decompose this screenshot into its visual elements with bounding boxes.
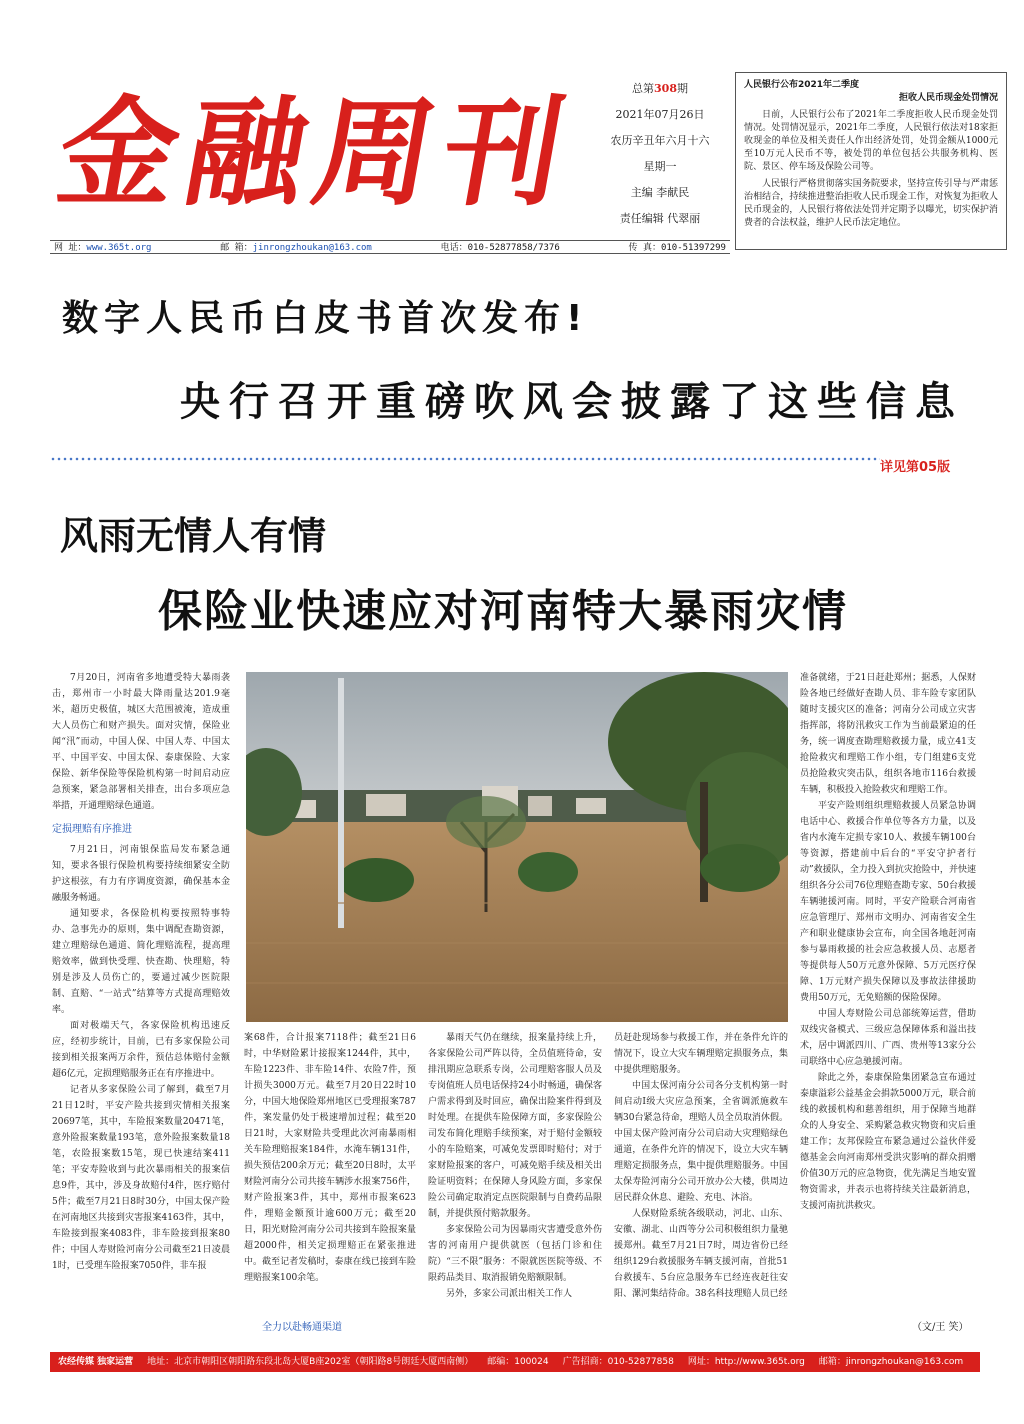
article-paragraph: 面对极端天气，各家保险机构迅速反应，经初步统计，目前，已有多家保险公司接到相关报案两万余件，预估总体赔付金额超6亿元，定损理赔服务正在有序推进中。 <box>52 1021 230 1079</box>
issue-date: 2021年07月26日 <box>615 108 705 121</box>
section-subheading: 定损理赔有序推进 <box>52 824 132 835</box>
article-paragraph: 案68件，合计报案7118件；截至21日6时，中华财险累计接报案1244件，其中，车险1223件、非车险14件、农险7件，预计损失3000万元。截至7月20日22时10分，中国大地保险郑州地区已受理报案787件，案发量仍处于极速增加过程；截至20日21时，大家财险共受理此次河南暴雨相关车险理赔报案184件，水淹车辆131件，损失预估200余万元；截至20日8时，太平财险河南分公司共接车辆涉水报案756件，财产险报案3件，其中，郑州市报案623件，理赔金额预计逾600万元；截至20日，阳光财险河南分公司共接到车险报案量超2000件，相关定损理赔正在紧张推进中。截至记者发稿时，泰康在线已接到车险理赔报案100余笔。 <box>244 1033 416 1283</box>
article-column-3 <box>428 1030 602 1352</box>
divider <box>50 457 880 461</box>
see-page-link[interactable]: 详见第05版 <box>880 460 951 475</box>
article-paragraph: 记者从多家保险公司了解到，截至7月21日12时，平安产险共接到灾情相关报案20697笔，其中，车险报案数量20471笔，意外险报案数量193笔，意外险报案数量18笔，农险报案数15笔，现已快速结案411笔；平安寿险收到与此次暴雨相关的报案信息9件，其中，涉及身故赔付4件，医疗赔付5件；截至7月21日8时30分，中国太保产险在河南地区共接到灾害报案4163件，其中，车险接到报案4083件，非车险接到报案80件；中国人寿财险河南分公司截至21日凌晨1时，已受理车险报案7050件，非车报 <box>52 1085 230 1271</box>
article-paragraph: 除此之外，泰康保险集团紧急宣布通过泰康溢彩公益基金会捐款5000万元，联合前线的救援机构和慈善组织，用于保障当地群众的人身安全、采购紧急救灾物资和灾后重建工作；友邦保险宣布紧急通过公益伙伴爱德基金会向河南郑州受洪灾影响的群众捐赠价值30万元的应急物资，优先满足当地安置物资需求，并表示也将持续关注最新消息，支援河南抗洪救灾。 <box>800 1073 976 1211</box>
flood-photo <box>246 672 788 1022</box>
article-paragraph: 7月21日，河南银保监局发布紧急通知，要求各银行保险机构要持续细紧安全防护这根弦，有力有序调度资源，确保基本金融服务畅通。 <box>52 845 230 903</box>
headline-cbdc-sub[interactable]: 央行召开重磅吹风会披露了这些信息 <box>180 379 964 425</box>
article-paragraph: 通知要求，各保险机构要按照特事特办、急事先办的原则，集中调配查勘资源，建立理赔绿色通道、简化理赔流程，提高理赔效率，做到快受理、快查勘、快理赔，特别是涉及人员伤亡的，要通过减少医院限制、直赔、“一站式”结算等方式提高理赔效率。 <box>52 909 230 1015</box>
section-subheading: 全力以赴畅通渠道 <box>262 1322 342 1333</box>
article-paragraph: 中国太保河南分公司各分支机构第一时间启动Ⅰ级大灾应急预案，全省调派施救车辆30台紧急待命，理赔人员全员取消休假。中国太保产险河南分公司启动大灾理赔绿色通道，在条件允许的情况下，设立大灾车辆理赔定损服务点，集中提供理赔服务。中国太保寿险河南分公司开放办公大楼，供周边居民群众休息、避险、充电、沐浴。 <box>614 1081 788 1203</box>
article-paragraph: 7月20日，河南省多地遭受特大暴雨袭击，郑州市一小时最大降雨量达201.9毫米，超历史极值，城区大范围被淹，造成重大人员伤亡和财产损失。面对灾情，保险业闻“汛”而动，中国人保、中国人寿、中国太平、中国平安、中国太保、泰康保险、大家保险、新华保险等保险机构第一时间启动应急预案，紧急部署相关排查，出台多项应急举措，开通理赔绿色通道。 <box>52 673 230 811</box>
article-paragraph: 准备就绪，于21日赶赴郑州；据悉，人保财险各地已经做好查勘人员、非车险专家团队随时支援灾区的准备；河南分公司成立灾害指挥部，将防汛救灾工作为当前最紧迫的任务，统一调度查勘理赔救援力量，成立41支抢险救灾和理赔工作小组，专门组建6支党员抢险救灾突击队，组织各地市116台救援车辆，积极投入抢险救灾和理赔工作。 <box>800 673 976 795</box>
contact-bar <box>50 240 730 254</box>
footer-website[interactable]: 网址：http://www.365t.org <box>687 1357 805 1367</box>
footer-address: 地址：北京市朝阳区朝阳路东段北岛大厦B座202室（朝阳路8号朗廷大厦西南侧） <box>147 1357 474 1367</box>
flood-scene-image <box>246 672 788 1022</box>
footer-bar <box>50 1352 980 1372</box>
footer-postcode: 邮编：100024 <box>487 1357 549 1367</box>
headline-cbdc[interactable]: 数字人民币白皮书首次发布! <box>62 298 589 339</box>
footer-ads: 广告招商：010-52877858 <box>562 1357 674 1367</box>
issue-number: 总第308期 <box>632 82 688 95</box>
article-paragraph: 员赶赴现场参与救援工作，并在条件允许的情况下，设立大灾车辆理赔定损服务点，集中提供理赔服务。 <box>614 1033 788 1075</box>
notice-title: 人民银行公布2021年二季度 <box>744 80 860 90</box>
notice-paragraph: 人民银行严格贯彻落实国务院要求，坚持宣传引导与严肃惩治相结合，持续推进整治拒收人民币现金工作，对恢复为拒收人民币现金的，人民银行将依法处罚并定期予以曝光，切实保护消费者的合法权益，维护人民币法定地位。 <box>744 179 998 228</box>
masthead-logo: 金融周刊 <box>47 84 585 222</box>
notice-box <box>735 72 1007 250</box>
footer-email[interactable]: 邮箱：jinrongzhoukan@163.com <box>818 1357 964 1367</box>
headline-rainstorm: 风雨无情人有情 <box>60 514 327 558</box>
article-paragraph: 中国人寿财险公司总部统筹运营，借助双线灾备模式、三级应急保障体系和溢出技术，居中调派四川、广西、贵州等13家分公司联络中心应急驰援河南。 <box>800 1009 976 1067</box>
responsible-editor: 责任编辑 代翠丽 <box>619 212 701 225</box>
chief-editor: 主编 李献民 <box>630 186 690 199</box>
notice-paragraph: 日前，人民银行公布了2021年二季度拒收人民币现金处罚情况。处罚情况显示，2021年二季度，人民银行依法对18家拒收现金的单位及相关责任人作出经济处罚，处罚金额从1000元至10万元人民币不等，被处罚的单位包括公共服务机构、医院、景区、停车场及保险公司等。 <box>744 110 998 172</box>
article-column-4 <box>614 1030 788 1352</box>
article-paragraph: 多家保险公司为因暴雨灾害遭受意外伤害的河南用户提供就医（包括门诊和住院）“三不限”服务：不限就医医院等级、不限药品类目、取消报销免赔额限制。 <box>428 1225 602 1283</box>
footer-brand: 农经传媒 独家运营 <box>58 1357 134 1367</box>
weekday: 星期一 <box>643 160 677 173</box>
notice-subtitle: 拒收人民币现金处罚情况 <box>898 93 998 103</box>
phone-info: 电话：010-52877858/7376 <box>440 243 560 253</box>
headline-insurance-response: 保险业快速应对河南特大暴雨灾情 <box>158 586 848 637</box>
issue-info <box>590 76 730 232</box>
email-info: 邮 箱：jinrongzhoukan@163.com <box>220 243 372 253</box>
website-info: 网 址：www.365t.org <box>54 243 152 253</box>
article-paragraph: 另外，多家公司派出相关工作人 <box>446 1289 573 1299</box>
article-column-2 <box>244 1030 416 1352</box>
byline: （文/王 笑） <box>912 1322 969 1333</box>
article-column-5 <box>800 670 976 1310</box>
email-link[interactable]: jinrongzhoukan@163.com <box>252 243 372 253</box>
article-column-1 <box>52 670 230 1282</box>
article-paragraph: 人保财险系统各级联动，河北、山东、安徽、湖北、山西等分公司积极组织力量驰援郑州。截至7月21日7时，周边省份已经组织129台救援服务车辆支援河南，首批51台救援车、5台应急服务车已经连夜赶往安阳、漯河集结待命。38名科技理赔人员已经 <box>614 1209 788 1299</box>
fax-info: 传 真：010-51397299 <box>628 243 726 253</box>
article-paragraph: 平安产险则组织理赔救援人员紧急协调电话中心、救援合作单位等各方力量，以及省内水淹车定损专家10人、救援车辆100台等资源，搭建前中后台的“平安守护者行动”救援队，全力投入到抗灾抢险中，并快速组织各分公司76位理赔查勘专家、50台救援车辆驰援河南。同时，平安产险联合河南省应急管理厅、郑州市文明办、河南省安全生产和职业健康协会宣布，向全国各地赶河南参与暴雨救援的社会应急救援人员、志愿者等提供每人50万元意外保障、5万元医疗保障、1万元财产损失保障以及事故法律援助费用50万元，无免赔额的保险保障。 <box>800 801 976 1003</box>
article-paragraph: 暴雨天气仍在继续，报案量持续上升，各家保险公司严阵以待，全员值班待命，安排汛期应急联系专岗，公司理赔客服人员及专岗值班人员电话保持24小时畅通，确保客户需求得到及时回应，确保出险案件得到及时处理。在提供车险保障方面，多家保险公司发布简化理赔手续预案，对于赔付金额较小的车险赔案，可减免发票即时赔付；对于家财险报案的客户，可减免赔手续及相关出险证明资料；在保障人身风险方面，多家保险公司确定取消定点医院限制与自费药品限制，并提供预付赔款服务。 <box>428 1033 602 1219</box>
website-link[interactable]: www.365t.org <box>86 243 152 253</box>
lunar-date: 农历辛丑年六月十六 <box>610 134 710 147</box>
